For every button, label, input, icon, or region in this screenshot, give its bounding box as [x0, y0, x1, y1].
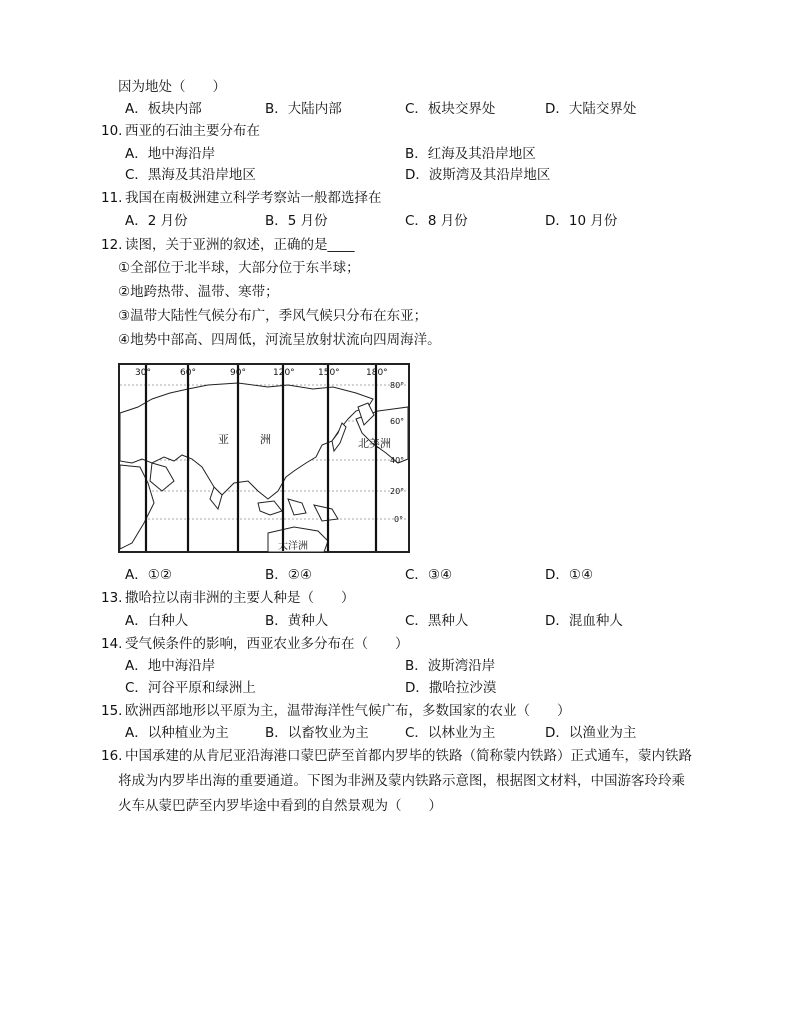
q9-option-d: D．大陆交界处	[545, 101, 637, 117]
question-13-stem: 撒哈拉以南非洲的主要人种是（ ）	[125, 590, 355, 606]
question-11-stem: 我国在南极洲建立科学考察站一般都选择在	[125, 190, 382, 206]
lat-label-20: 20°	[390, 487, 405, 496]
asia-map-figure	[118, 363, 410, 553]
q9-option-a: A．板块内部	[125, 101, 202, 117]
q12-statement-1: ①全部位于北半球，大部分位于东半球；	[118, 260, 360, 276]
lon-label-120: 120°	[273, 368, 295, 378]
q12-option-c: C．③④	[405, 567, 453, 583]
q15-option-a: A．以种植业为主	[125, 725, 229, 741]
q11-option-a: A．2 月份	[125, 213, 188, 229]
lon-label-30: 30°	[135, 368, 151, 378]
q9-option-c: C．板块交界处	[405, 101, 496, 117]
q14-option-b: B．波斯湾沿岸	[405, 658, 496, 674]
lat-label-40: 40°	[390, 456, 405, 465]
q13-option-c: C．黑种人	[405, 613, 469, 629]
question-16-number: 16.	[101, 748, 123, 764]
q14-option-a: A．地中海沿岸	[125, 658, 216, 674]
q10-option-c: C．黑海及其沿岸地区	[125, 167, 256, 183]
map-label-north-america: 北美洲	[358, 437, 391, 450]
question-14-stem: 受气候条件的影响，西亚农业多分布在（ ）	[125, 636, 409, 652]
question-15-stem: 欧洲西部地形以平原为主，温带海洋性气候广布，多数国家的农业（ ）	[125, 703, 571, 719]
lat-label-60: 60°	[390, 417, 405, 426]
q11-option-d: D．10 月份	[545, 213, 618, 229]
q11-option-b: B．5 月份	[265, 213, 328, 229]
question-12-stem: 读图，关于亚洲的叙述，正确的是____	[125, 237, 355, 253]
question-13-number: 13.	[101, 590, 123, 606]
lat-label-80: 80°	[390, 381, 405, 390]
q12-statement-2: ②地跨热带、温带、寒带；	[118, 284, 279, 300]
q13-option-d: D．混血种人	[545, 613, 623, 629]
question-12-number: 12.	[101, 237, 123, 253]
question-9-stem: 因为地处（ ）	[118, 79, 226, 95]
q10-option-d: D．波斯湾及其沿岸地区	[405, 167, 551, 183]
q13-option-a: A．白种人	[125, 613, 189, 629]
q15-option-c: C．以林业为主	[405, 725, 496, 741]
question-11-number: 11.	[101, 190, 123, 206]
question-10-number: 10.	[101, 123, 123, 139]
q12-option-b: B．②④	[265, 567, 312, 583]
question-16-line-2: 将成为内罗毕出海的重要通道。下图为非洲及蒙内铁路示意图，根据图文材料，中国游客玲玲乘	[118, 773, 685, 789]
map-label-asia-1: 亚	[218, 433, 229, 446]
q12-option-a: A．①②	[125, 567, 172, 583]
question-15-number: 15.	[101, 703, 123, 719]
q11-option-c: C．8 月份	[405, 213, 468, 229]
question-10-stem: 西亚的石油主要分布在	[125, 123, 260, 139]
q15-option-d: D．以渔业为主	[545, 725, 637, 741]
question-16-line-3: 火车从蒙巴萨至内罗毕途中看到的自然景观为（ ）	[118, 798, 442, 814]
q15-option-b: B．以畜牧业为主	[265, 725, 369, 741]
question-14-number: 14.	[101, 636, 123, 652]
q12-option-d: D．①④	[545, 567, 594, 583]
q10-option-b: B．红海及其沿岸地区	[405, 146, 536, 162]
lat-label-0: 0°	[394, 515, 404, 524]
lon-label-60: 60°	[180, 368, 196, 378]
q12-statement-3: ③温带大陆性气候分布广，季风气候只分布在东亚；	[118, 308, 428, 324]
lon-label-180: 180°	[366, 368, 388, 378]
q9-option-b: B．大陆内部	[265, 101, 342, 117]
map-label-oceania: 大洋洲	[278, 541, 308, 552]
question-16-line-1: 中国承建的从肯尼亚沿海港口蒙巴萨至首都内罗毕的铁路（简称蒙内铁路）正式通车，蒙内铁路	[125, 748, 692, 764]
q12-statement-4: ④地势中部高、四周低，河流呈放射状流向四周海洋。	[118, 332, 441, 348]
q14-option-c: C．河谷平原和绿洲上	[125, 680, 256, 696]
q13-option-b: B．黄种人	[265, 613, 329, 629]
q14-option-d: D．撒哈拉沙漠	[405, 680, 497, 696]
lon-label-90: 90°	[230, 368, 246, 378]
q10-option-a: A．地中海沿岸	[125, 146, 216, 162]
lon-label-150: 150°	[318, 368, 340, 378]
map-label-asia-2: 洲	[260, 433, 271, 446]
